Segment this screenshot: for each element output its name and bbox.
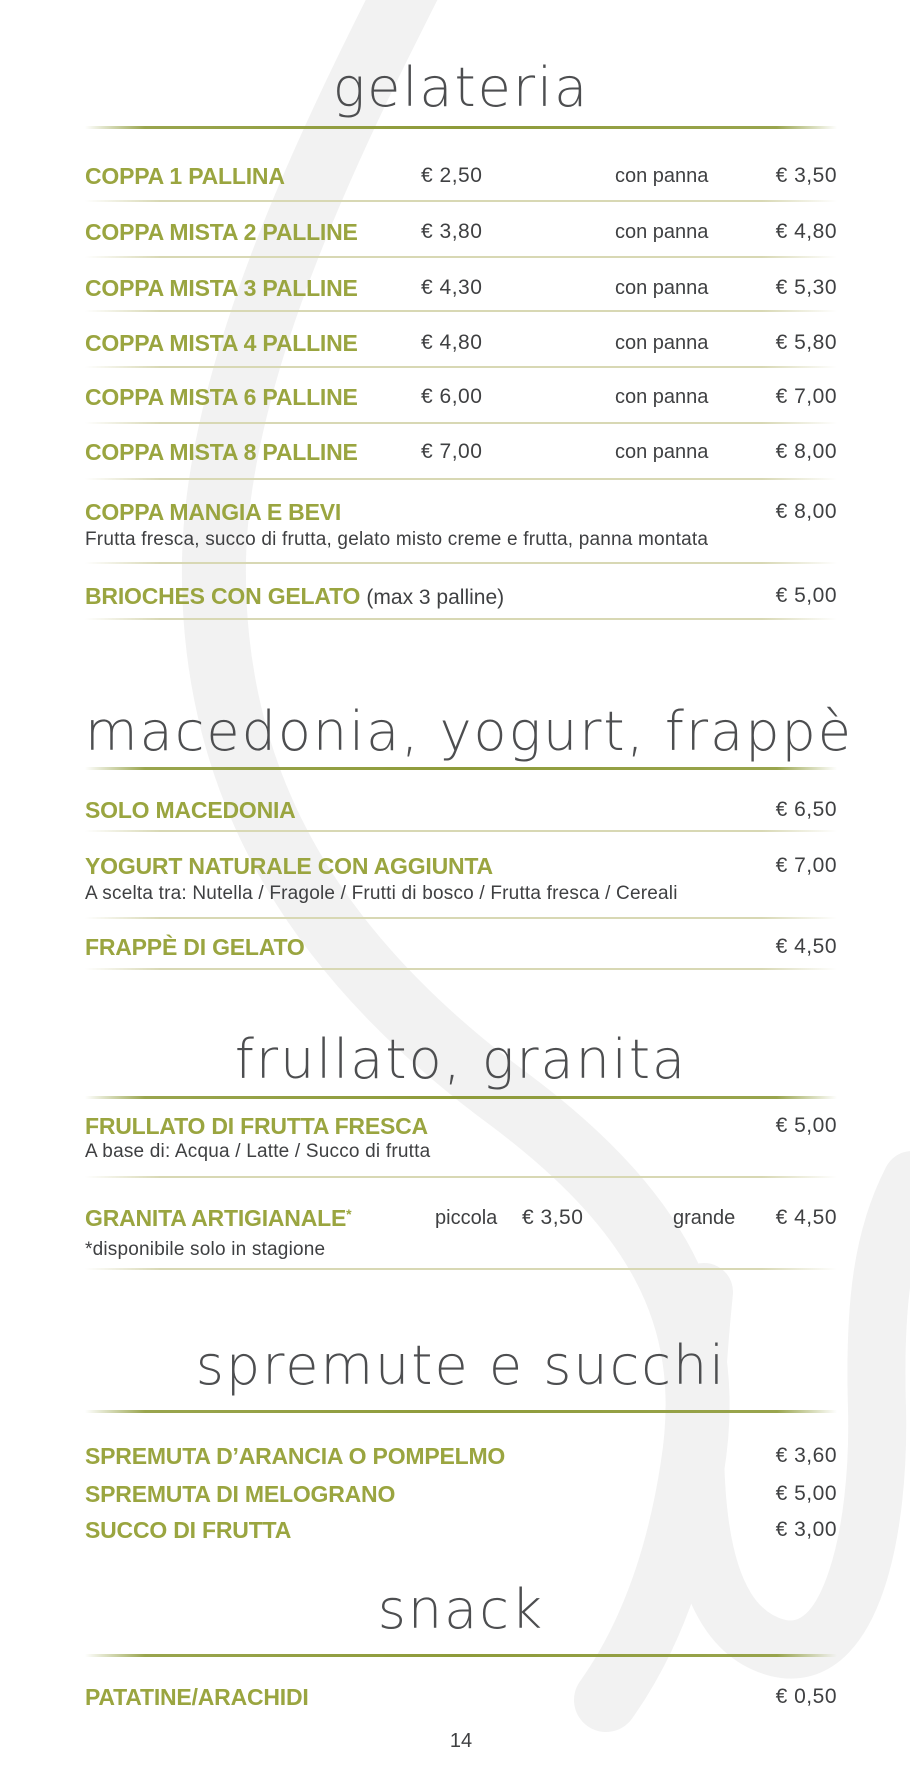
con-panna-label: con panna — [615, 277, 709, 299]
con-panna-label: con panna — [615, 441, 709, 463]
menu-item-name: FRAPPÈ DI GELATO — [85, 934, 305, 960]
section-title-snack: snack — [377, 1578, 545, 1641]
item-separator — [85, 1176, 837, 1178]
menu-item-row — [85, 796, 837, 824]
section-divider — [85, 126, 837, 129]
price-con-panna: € 7,00 — [775, 385, 837, 408]
section-title-spremute: spremute e succhi — [195, 1334, 727, 1397]
menu-item-name: SOLO MACEDONIA — [85, 797, 296, 823]
asterisk-marker: * — [346, 1206, 352, 1222]
item-separator — [85, 478, 837, 480]
con-panna-label: con panna — [615, 386, 709, 408]
price-con-panna: € 5,30 — [775, 276, 837, 299]
size-small-label: piccola — [435, 1207, 498, 1229]
menu-item-name: COPPA MISTA 8 PALLINE — [85, 439, 358, 465]
section-divider — [85, 1096, 837, 1099]
item-separator — [85, 256, 837, 258]
item-separator — [85, 1268, 837, 1270]
price-base: € 6,50 — [775, 798, 837, 821]
item-separator — [85, 422, 837, 424]
page-number: 14 — [449, 1730, 473, 1752]
price-con-panna: € 4,80 — [775, 220, 837, 243]
menu-item-name: COPPA MISTA 6 PALLINE — [85, 384, 358, 410]
item-separator — [85, 917, 837, 919]
item-separator — [85, 618, 837, 620]
menu-item-name: SUCCO DI FRUTTA — [85, 1517, 292, 1543]
price-base: € 4,50 — [775, 935, 837, 958]
item-description: Frutta fresca, succo di frutta, gelato misto creme e frutta, panna montata — [85, 529, 709, 550]
menu-item-note: (max 3 palline) — [366, 586, 505, 609]
menu-item-row — [85, 329, 837, 357]
price-base: € 5,00 — [775, 1114, 837, 1137]
price-base: € 3,80 — [421, 220, 483, 243]
menu-item-row — [85, 1516, 837, 1544]
menu-item-row — [85, 162, 837, 190]
price-base: € 5,00 — [775, 1482, 837, 1505]
section-divider — [85, 767, 837, 770]
price-base: € 8,00 — [775, 500, 837, 523]
menu-item-name: YOGURT NATURALE CON AGGIUNTA — [85, 853, 493, 879]
menu-item-row — [85, 933, 837, 961]
menu-item-row — [85, 438, 837, 466]
section-title-macedonia: macedonia, yogurt, frappè — [85, 700, 853, 763]
menu-item-row — [85, 218, 837, 246]
price-base: € 5,00 — [775, 584, 837, 607]
menu-item-name: COPPA 1 PALLINA — [85, 163, 285, 189]
section-title-gelateria: gelateria — [332, 56, 590, 119]
menu-item-name: SPREMUTA D’ARANCIA O POMPELMO — [85, 1443, 506, 1469]
price-con-panna: € 5,80 — [775, 331, 837, 354]
menu-item-row — [85, 1204, 837, 1232]
size-large-label: grande — [673, 1207, 736, 1229]
menu-item-row — [85, 498, 837, 526]
price-base: € 4,80 — [421, 331, 483, 354]
price-con-panna: € 8,00 — [775, 440, 837, 463]
item-separator — [85, 310, 837, 312]
menu-item-row — [85, 274, 837, 302]
section-divider — [85, 1410, 837, 1413]
menu-item-name: COPPA MISTA 2 PALLINE — [85, 219, 358, 245]
menu-item-row — [85, 383, 837, 411]
menu-item-name: FRULLATO DI FRUTTA FRESCA — [85, 1113, 428, 1139]
item-separator — [85, 200, 837, 202]
item-separator — [85, 562, 837, 564]
item-separator — [85, 366, 837, 368]
item-description: A base di: Acqua / Latte / Succo di frutta — [85, 1141, 431, 1162]
con-panna-label: con panna — [615, 332, 709, 354]
price-base: € 2,50 — [421, 164, 483, 187]
price-base: € 6,00 — [421, 385, 483, 408]
menu-item-name: COPPA MISTA 4 PALLINE — [85, 330, 358, 356]
price-con-panna: € 3,50 — [775, 164, 837, 187]
price-base: € 7,00 — [775, 854, 837, 877]
menu-item-row — [85, 582, 837, 610]
menu-item-name: COPPA MISTA 3 PALLINE — [85, 275, 358, 301]
menu-item-row — [85, 1480, 837, 1508]
menu-item-name-text: BRIOCHES CON GELATO — [85, 583, 361, 609]
menu-item-name: SPREMUTA DI MELOGRANO — [85, 1481, 396, 1507]
menu-content — [85, 0, 853, 1772]
item-description: A scelta tra: Nutella / Fragole / Frutti di bosco / Frutta fresca / Cereali — [85, 883, 678, 904]
menu-item-name: PATATINE/ARACHIDI — [85, 1684, 309, 1710]
menu-item-row — [85, 1683, 837, 1711]
menu-item-row — [85, 1112, 837, 1140]
item-footnote: *disponibile solo in stagione — [85, 1239, 326, 1260]
price-base: € 3,00 — [775, 1518, 837, 1541]
menu-item-row — [85, 852, 837, 880]
price-base: € 0,50 — [775, 1685, 837, 1708]
menu-item-name — [85, 1204, 351, 1235]
price-base: € 4,30 — [421, 276, 483, 299]
price-small: € 3,50 — [522, 1206, 584, 1229]
menu-item-name-text: GRANITA ARTIGIANALE — [85, 1205, 347, 1231]
price-large: € 4,50 — [775, 1206, 837, 1229]
menu-item-name — [85, 582, 504, 612]
item-separator — [85, 830, 837, 832]
section-title-frullato: frullato, granita — [234, 1028, 688, 1091]
menu-item-name: COPPA MANGIA E BEVI — [85, 499, 342, 525]
section-divider — [85, 1654, 837, 1657]
item-separator — [85, 968, 837, 970]
price-base: € 3,60 — [775, 1444, 837, 1467]
con-panna-label: con panna — [615, 165, 709, 187]
price-base: € 7,00 — [421, 440, 483, 463]
menu-item-row — [85, 1442, 837, 1470]
con-panna-label: con panna — [615, 221, 709, 243]
